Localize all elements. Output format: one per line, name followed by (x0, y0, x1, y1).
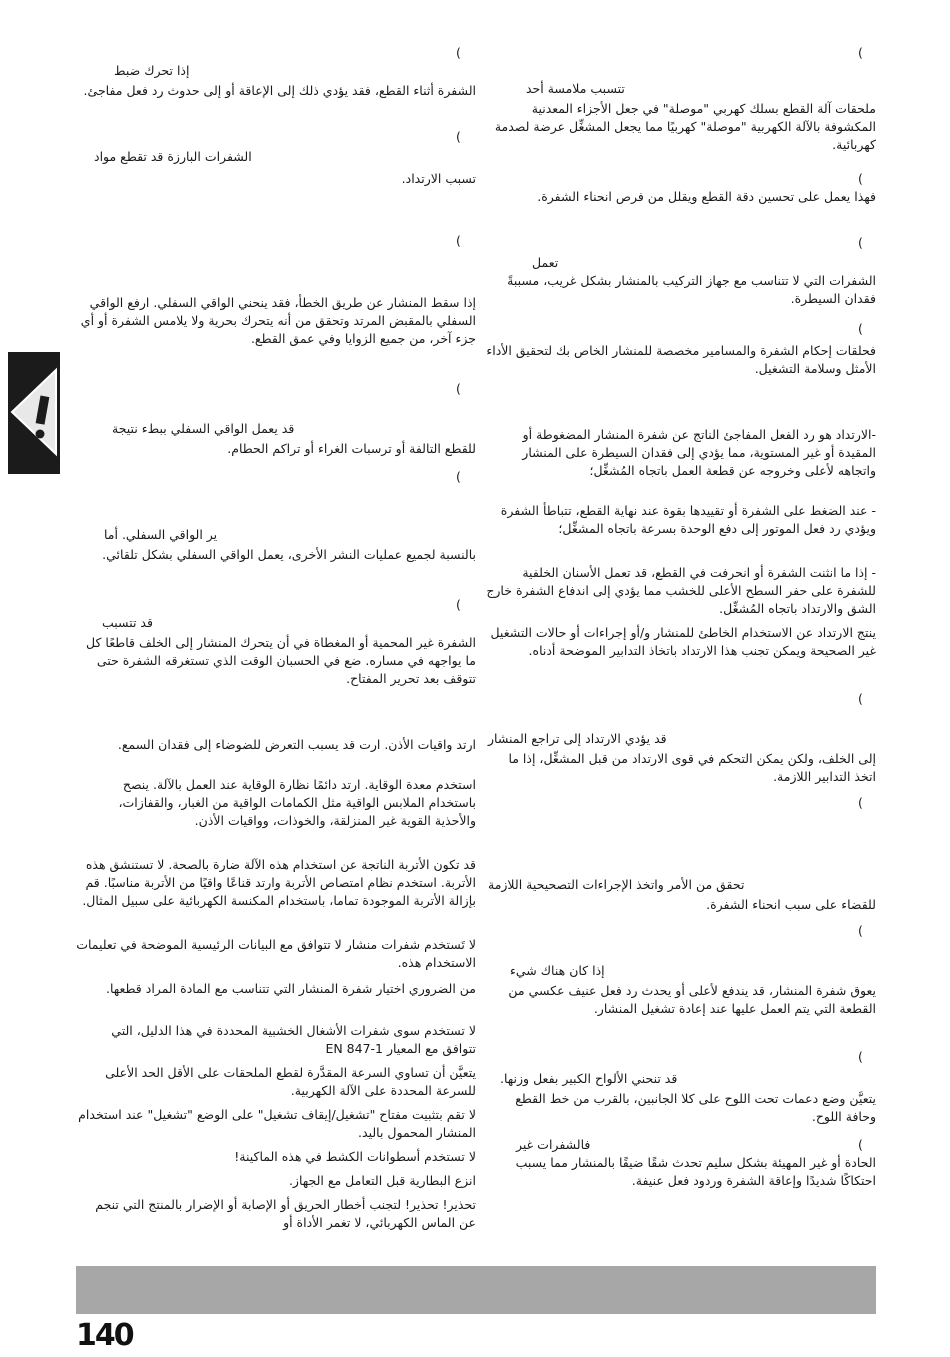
right-marker-4: ) (858, 321, 863, 336)
kickback-pinched-blade: - عند الضغط على الشفرة أو تقييدها بقوة عند نهاية القطع، تتباطأ الشفرة ويؤدي رد فعل الموتور إلى دفع الوحدة بسرعة باتجاه المشغِّل؛ (500, 503, 876, 536)
right-marker-7: ) (858, 795, 863, 810)
right-paragraph-4: فحلقات إحكام الشفرة والمسامير مخصصة للمنشار الخاص بك لتحقيق الأداء الأمثل وسلامة التشغيل. (486, 343, 876, 376)
exclamation-triangle-icon (8, 352, 60, 474)
right-paragraph-2: فهذا يعمل على تحسين دقة القطع ويقلل من فرص انحناء الشفرة. (537, 189, 876, 204)
left-paragraph-1: الشفرة أثناء القطع، فقد يؤدي ذلك إلى الإعاقة أو إلى حدوث رد فعل مفاجئ. (83, 83, 476, 98)
safety-switch-lock: لا تقم بتثبيت مفتاح "تشغيل/إيقاف تشغيل" على الوضع "تشغيل" عند استخدام المنشار المحمول باليد. (78, 1107, 476, 1140)
left-fragment-6: قد تتسبب (102, 615, 153, 630)
right-fragment-12: فالشفرات غير (516, 1137, 591, 1152)
kickback-misuse: ينتج الارتداد عن الاستخدام الخاطئ للمنشار و/أو إجراءات أو حالات التشغيل غير الصحيحة ويمكن تجنب هذا الارتداد باتخاذ التدابير الموضحة أدناه. (490, 625, 876, 658)
left-paragraph-3: إذا سقط المنشار عن طريق الخطأ، فقد ينحني الواقي السفلي. ارفع الواقي السفلي بالمقبض المرتد وتحقق من أنه يتحرك بحرية ولا يلامس الشفرة أو أي جزء آخر، من جميع الزوايا وفي عمق القطع. (80, 295, 476, 346)
right-marker-1: ) (858, 45, 863, 60)
right-paragraph-12: الحادة أو غير المهيئة بشكل سليم تحدث شقًا ضيقًا بالمنشار مما يسبب احتكاكًا شديدًا وإعاقة الشفرة وردود فعل عنيفة. (515, 1155, 876, 1188)
kickback-twisted-blade: - إذا ما انثنت الشفرة أو انحرفت في القطع، قد تعمل الأسنان الخلفية للشفرة على حفر السطح الأعلى للخشب مما يؤدي إلى اندفاع الشفرة خارج الشق والارتداد باتجاه المُشغِّل. (486, 565, 876, 616)
safety-ear-protection: ارتد واقيات الأذن. ارت قد يسبب التعرض للضوضاء إلى فقدان السمع. (117, 737, 476, 752)
right-fragment-3: تعمل (532, 255, 559, 270)
right-paragraph-8: للقضاء على سبب انحناء الشفرة. (706, 897, 876, 912)
left-marker-2: ) (456, 129, 461, 144)
right-fragment-8: تحقق من الأمر واتخذ الإجراءات التصحيحية اللازمة (488, 877, 745, 892)
left-marker-4: ) (456, 381, 461, 396)
right-marker-5: ) (858, 691, 863, 706)
safety-warning: تحذير! تحذير! لتجنب أخطار الحريق أو الإصابة أو الإضرار بالمنتج التي تنجم عن الماس الكهربائي، لا تغمر الأداة أو (95, 1197, 476, 1230)
safety-remove-battery: انزع البطارية قبل التعامل مع الجهاز. (288, 1173, 476, 1188)
safety-dust: قد تكون الأتربة الناتجة عن استخدام هذه الآلة ضارة بالصحة. لا تستنشق هذه الأتربة. استخدم نظام امتصاص الأتربة وارتد قناعًا واقيًا من الأتربة مناسبًا. قم بإزالة الأتربة الموجودة تماما، باستخدام المكنسة الكهربائية على سبيل المثال. (82, 857, 476, 908)
right-marker-2: ) (858, 171, 863, 186)
left-marker-6: ) (456, 597, 461, 612)
right-paragraph-1: ملحقات آلة القطع بسلك كهربي "موصلة" في جعل الأجزاء المعدنية المكشوفة بالآلة الكهربية "موصلة" كهربيًا مما يجعل المشغِّل عرضة لصدمة كهربائية. (494, 101, 876, 152)
right-fragment-10: إذا كان هناك شيء (510, 963, 605, 978)
left-marker-5: ) (456, 469, 461, 484)
safety-rated-speed: يتعيَّن أن تساوي السرعة المقدَّرة لقطع الملحقات على الأقل الحد الأعلى للسرعة المحددة على الآلة الكهربية. (105, 1065, 476, 1098)
left-fragment-2: الشفرات البارزة قد تقطع مواد (94, 149, 252, 164)
safety-blade-choice: من الضروري اختيار شفرة المنشار التي تتناسب مع المادة المراد قطعها. (105, 981, 476, 996)
right-fragment-1: تتسبب ملامسة أحد (526, 81, 625, 96)
page-number: 140 (76, 1318, 133, 1353)
kickback-definition: -الارتداد هو رد الفعل المفاجئ الناتج عن شفرة المنشار المضغوطة أو المقيدة أو غير المستوية، مما يؤدي إلى فقدان السيطرة على المنشار واتجاهه لأعلى وخروجه عن قطعة العمل باتجاه المُشغِّل؛ (522, 427, 876, 478)
footer-bar (76, 1266, 876, 1314)
safety-no-abrasive: لا تستخدم أسطوانات الكشط في هذه الماكينة! (234, 1149, 476, 1164)
left-marker-1: ) (456, 45, 461, 60)
right-marker-3: ) (858, 235, 863, 250)
safety-protective-equipment: استخدم معدة الوقاية. ارتد دائمًا نظارة الوقاية عند العمل بالآلة. ينصح باستخدام الملابس الواقية مثل الكمامات الواقية من الغبار، والقفازات، والأحذية القوية غير المنزلقة، والخوذات، وواقيات الأذن. (118, 777, 476, 828)
right-fragment-6: قد يؤدي الارتداد إلى تراجع المنشار (488, 731, 667, 746)
left-paragraph-5: بالنسبة لجميع عمليات النشر الأخرى، يعمل الواقي السفلي بشكل تلقائي. (102, 547, 476, 562)
warning-tab (8, 352, 60, 474)
right-marker-9: ) (858, 923, 863, 938)
right-marker-12: ) (858, 1137, 863, 1152)
left-paragraph-6: الشفرة غير المحمية أو المغطاة في أن يتحرك المنشار إلى الخلف قاطعًا كل ما يواجهه في مساره. ضع في الحسبان الوقت الذي تستغرقه الشفرة حتى تتوقف بعد تحرير المفتاح. (86, 635, 476, 686)
left-fragment-5: ير الواقي السفلي. أما (104, 527, 218, 542)
right-marker-11: ) (858, 1049, 863, 1064)
right-paragraph-11: يتعيَّن وضع دعمات تحت اللوح على كلا الجانبين، بالقرب من خط القطع وحافة اللوح. (515, 1091, 876, 1124)
safety-blade-specs: لا تَستخدم شفرات منشار لا تتوافق مع البيانات الرئيسية الموضحة في تعليمات الاستخدام هذه. (76, 937, 476, 970)
left-paragraph-2: تسبب الارتداد. (401, 171, 476, 186)
safety-wood-blades: لا تستخدم سوى شفرات الأشغال الخشبية المحددة في هذا الدليل، التي تتوافق مع المعيار EN 847-1 (111, 1023, 476, 1056)
right-paragraph-6: إلى الخلف، ولكن يمكن التحكم في قوى الارتداد من قبل المشغِّل، إذا ما اتخذ التدابير اللازمة. (508, 751, 876, 784)
left-fragment-4: قد يعمل الواقي السفلي ببطء نتيجة (112, 421, 295, 436)
left-marker-3: ) (456, 233, 461, 248)
left-paragraph-4: للقطع التالفة أو ترسبات الغراء أو تراكم الحطام. (227, 441, 476, 456)
right-paragraph-3: الشفرات التي لا تتناسب مع جهاز التركيب بالمنشار بشكل غريب، مسببةً فقدان السيطرة. (507, 273, 876, 306)
right-fragment-11: قد تنحني الألواح الكبير بفعل وزنها. (500, 1071, 678, 1086)
right-paragraph-10: يعوق شفرة المنشار، قد يندفع لأعلى أو يحدث رد فعل عنيف عكسي من القطعة التي يتم العمل عليها عند إعادة تشغيل المنشار. (508, 983, 876, 1016)
left-fragment-1: إذا تحرك ضبط (114, 63, 190, 78)
